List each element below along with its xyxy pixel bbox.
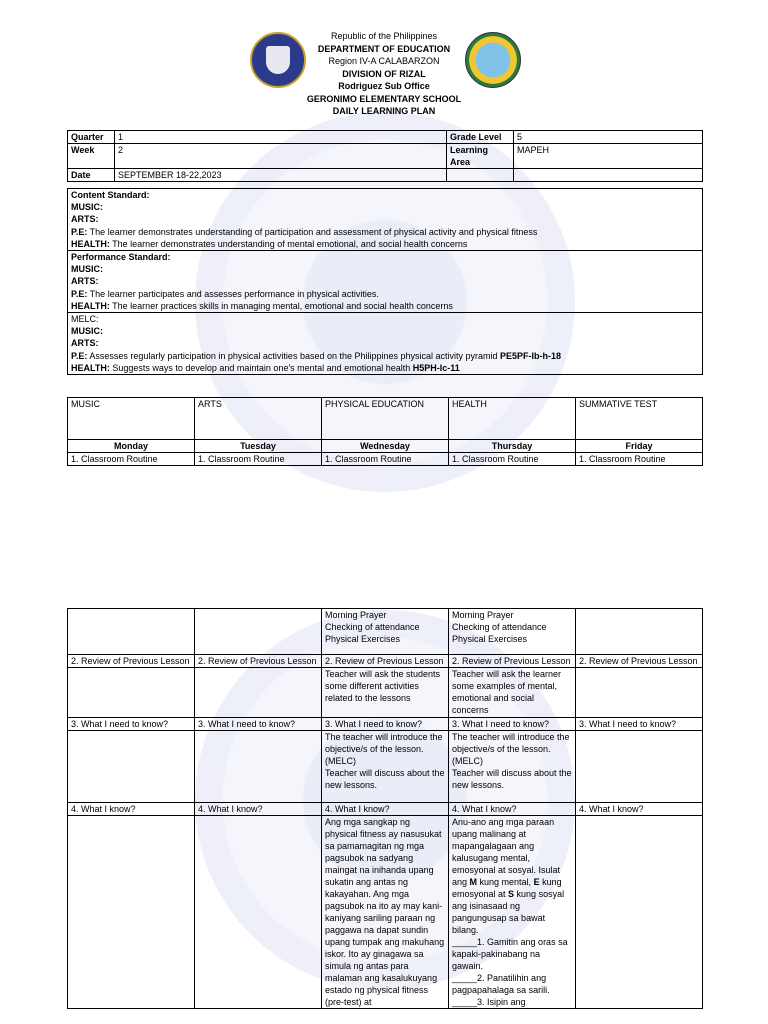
empty-cell bbox=[576, 731, 703, 803]
know-label: 4. What I know? bbox=[195, 803, 322, 816]
subject-summative: SUMMATIVE TEST bbox=[576, 398, 703, 440]
empty-cell bbox=[514, 169, 703, 182]
routine-cell: 1. Classroom Routine bbox=[195, 453, 322, 466]
review-label: 2. Review of Previous Lesson bbox=[68, 655, 195, 668]
music-label: MUSIC: bbox=[71, 326, 103, 337]
empty-cell bbox=[195, 609, 322, 655]
document-header bbox=[0, 30, 768, 118]
day-thursday: Thursday bbox=[449, 440, 576, 453]
header-line-suboffice: Rodriguez Sub Office bbox=[338, 81, 430, 91]
empty-cell bbox=[68, 816, 195, 1009]
routine-cell: 1. Classroom Routine bbox=[449, 453, 576, 466]
day-friday: Friday bbox=[576, 440, 703, 453]
day-tuesday: Tuesday bbox=[195, 440, 322, 453]
need-label: 3. What I need to know? bbox=[449, 718, 576, 731]
routine-details-wed: Morning Prayer Checking of attendance Physical Exercises bbox=[322, 609, 449, 655]
performance-standard-cell bbox=[68, 251, 703, 313]
grade-label: Grade Level bbox=[447, 131, 514, 144]
subject-arts: ARTS bbox=[195, 398, 322, 440]
quarter-label: Quarter bbox=[68, 131, 115, 144]
routine-cell: 1. Classroom Routine bbox=[68, 453, 195, 466]
need-body-thu: The teacher will introduce the objective/s of the lesson. (MELC) Teacher will discuss about the new lessons. bbox=[449, 731, 576, 803]
empty-cell bbox=[195, 668, 322, 718]
header-line-republic: Republic of the Philippines bbox=[330, 31, 438, 41]
day-wednesday: Wednesday bbox=[322, 440, 449, 453]
perf-health-line: HEALTH: The learner practices skills in managing mental, emotional and social health concerns bbox=[71, 300, 453, 311]
date-label: Date bbox=[68, 169, 115, 182]
week-value: 2 bbox=[115, 144, 447, 169]
know-body-wed: Ang mga sangkap ng physical fitness ay nasusukat sa pamamagitan ng mga pagsubok na sadyang maingat na inihanda upang sukatin ang antas ng kakayahan. Ang mga pagsubok na ito ay may kani-kaniyang sariling paraan ng paggawa na dapat sundin upang tumpak ang makuhang iskor. Ito ay ginagawa sa simula ng antas para malaman ang kasalukuyang estado ng physical fitness (pre-test) at bbox=[322, 816, 449, 1009]
empty-cell bbox=[447, 169, 514, 182]
music-label: MUSIC: bbox=[71, 264, 103, 275]
week-label: Week bbox=[68, 144, 115, 169]
quarter-value: 1 bbox=[115, 131, 447, 144]
info-table bbox=[67, 130, 703, 182]
area-label: Learning Area bbox=[447, 144, 514, 169]
know-label: 4. What I know? bbox=[68, 803, 195, 816]
day-monday: Monday bbox=[68, 440, 195, 453]
arts-label: ARTS: bbox=[71, 338, 99, 349]
subject-health: HEALTH bbox=[449, 398, 576, 440]
empty-cell bbox=[68, 668, 195, 718]
know-body-thu: Anu-ano ang mga paraan upang malinang at mapangalagaan ang kalusugang mental, emosyonal at sosyal. Isulat ang M kung mental, E kung emosyonal at S kung sosyal ang isinasaad ng pangungusap sa bawat bilang. _____1. Gamitin ang oras sa kapaki-pakinabang na gawain. _____2. Panatilihin ang pagpapahalaga sa sarili. _____3. Isipin ang bbox=[449, 816, 576, 1009]
grade-value: 5 bbox=[514, 131, 703, 144]
routine-details-thu: Morning Prayer Checking of attendance Physical Exercises bbox=[449, 609, 576, 655]
arts-label: ARTS: bbox=[71, 276, 99, 287]
need-body-wed: The teacher will introduce the objective/s of the lesson. (MELC) Teacher will discuss about the new lessons. bbox=[322, 731, 449, 803]
review-label: 2. Review of Previous Lesson bbox=[449, 655, 576, 668]
melc-cell bbox=[68, 313, 703, 375]
empty-cell bbox=[195, 731, 322, 803]
need-label: 3. What I need to know? bbox=[68, 718, 195, 731]
content-standard-title: Content Standard: bbox=[71, 190, 150, 200]
routine-cell: 1. Classroom Routine bbox=[576, 453, 703, 466]
music-label: MUSIC: bbox=[71, 202, 103, 213]
content-pe-line: P.E: The learner demonstrates understanding of participation and assessment of physical activity and physical fitness bbox=[71, 226, 538, 237]
need-label: 3. What I need to know? bbox=[195, 718, 322, 731]
know-label: 4. What I know? bbox=[322, 803, 449, 816]
arts-label: ARTS: bbox=[71, 214, 99, 225]
routine-cell: 1. Classroom Routine bbox=[322, 453, 449, 466]
melc-pe-line: P.E: Assesses regularly participation in physical activities based on the Philippines physical activity pyramid PE5PF-Ib-h-18 bbox=[71, 350, 562, 361]
empty-cell bbox=[576, 816, 703, 1009]
empty-cell bbox=[68, 609, 195, 655]
content-health-line: HEALTH: The learner demonstrates understanding of mental emotional, and social health concerns bbox=[71, 238, 468, 249]
performance-standard-title: Performance Standard: bbox=[71, 252, 171, 263]
need-label: 3. What I need to know? bbox=[576, 718, 703, 731]
melc-title: MELC: bbox=[71, 314, 99, 325]
review-body-thu: Teacher will ask the learner some examples of mental, emotional and social concerns bbox=[449, 668, 576, 718]
empty-cell bbox=[576, 609, 703, 655]
date-value: SEPTEMBER 18-22,2023 bbox=[115, 169, 447, 182]
header-line-school: GERONIMO ELEMENTARY SCHOOL bbox=[306, 93, 462, 104]
perf-pe-line: P.E: The learner participates and assesses performance in physical activities. bbox=[71, 288, 379, 299]
header-line-deped: DEPARTMENT OF EDUCATION bbox=[317, 43, 451, 54]
review-body-wed: Teacher will ask the students some different activities related to the lessons bbox=[322, 668, 449, 718]
melc-health-line: HEALTH: Suggests ways to develop and maintain one's mental and emotional health H5PH-Ic-11 bbox=[71, 362, 460, 373]
content-standard-cell bbox=[68, 189, 703, 251]
empty-cell bbox=[195, 816, 322, 1009]
empty-cell bbox=[68, 731, 195, 803]
know-label: 4. What I know? bbox=[449, 803, 576, 816]
header-line-plan: DAILY LEARNING PLAN bbox=[332, 106, 436, 116]
area-value: MAPEH bbox=[514, 144, 703, 169]
standards-table bbox=[67, 188, 703, 375]
review-label: 2. Review of Previous Lesson bbox=[195, 655, 322, 668]
know-label: 4. What I know? bbox=[576, 803, 703, 816]
review-label: 2. Review of Previous Lesson bbox=[322, 655, 449, 668]
empty-cell bbox=[576, 668, 703, 718]
header-line-division: DIVISION OF RIZAL bbox=[342, 68, 426, 79]
weekly-schedule-table bbox=[67, 397, 703, 466]
review-label: 2. Review of Previous Lesson bbox=[576, 655, 703, 668]
subject-music: MUSIC bbox=[68, 398, 195, 440]
subject-pe: PHYSICAL EDUCATION bbox=[322, 398, 449, 440]
lesson-flow-table bbox=[67, 608, 703, 1009]
header-line-region: Region IV-A CALABARZON bbox=[328, 56, 440, 66]
need-label: 3. What I need to know? bbox=[322, 718, 449, 731]
